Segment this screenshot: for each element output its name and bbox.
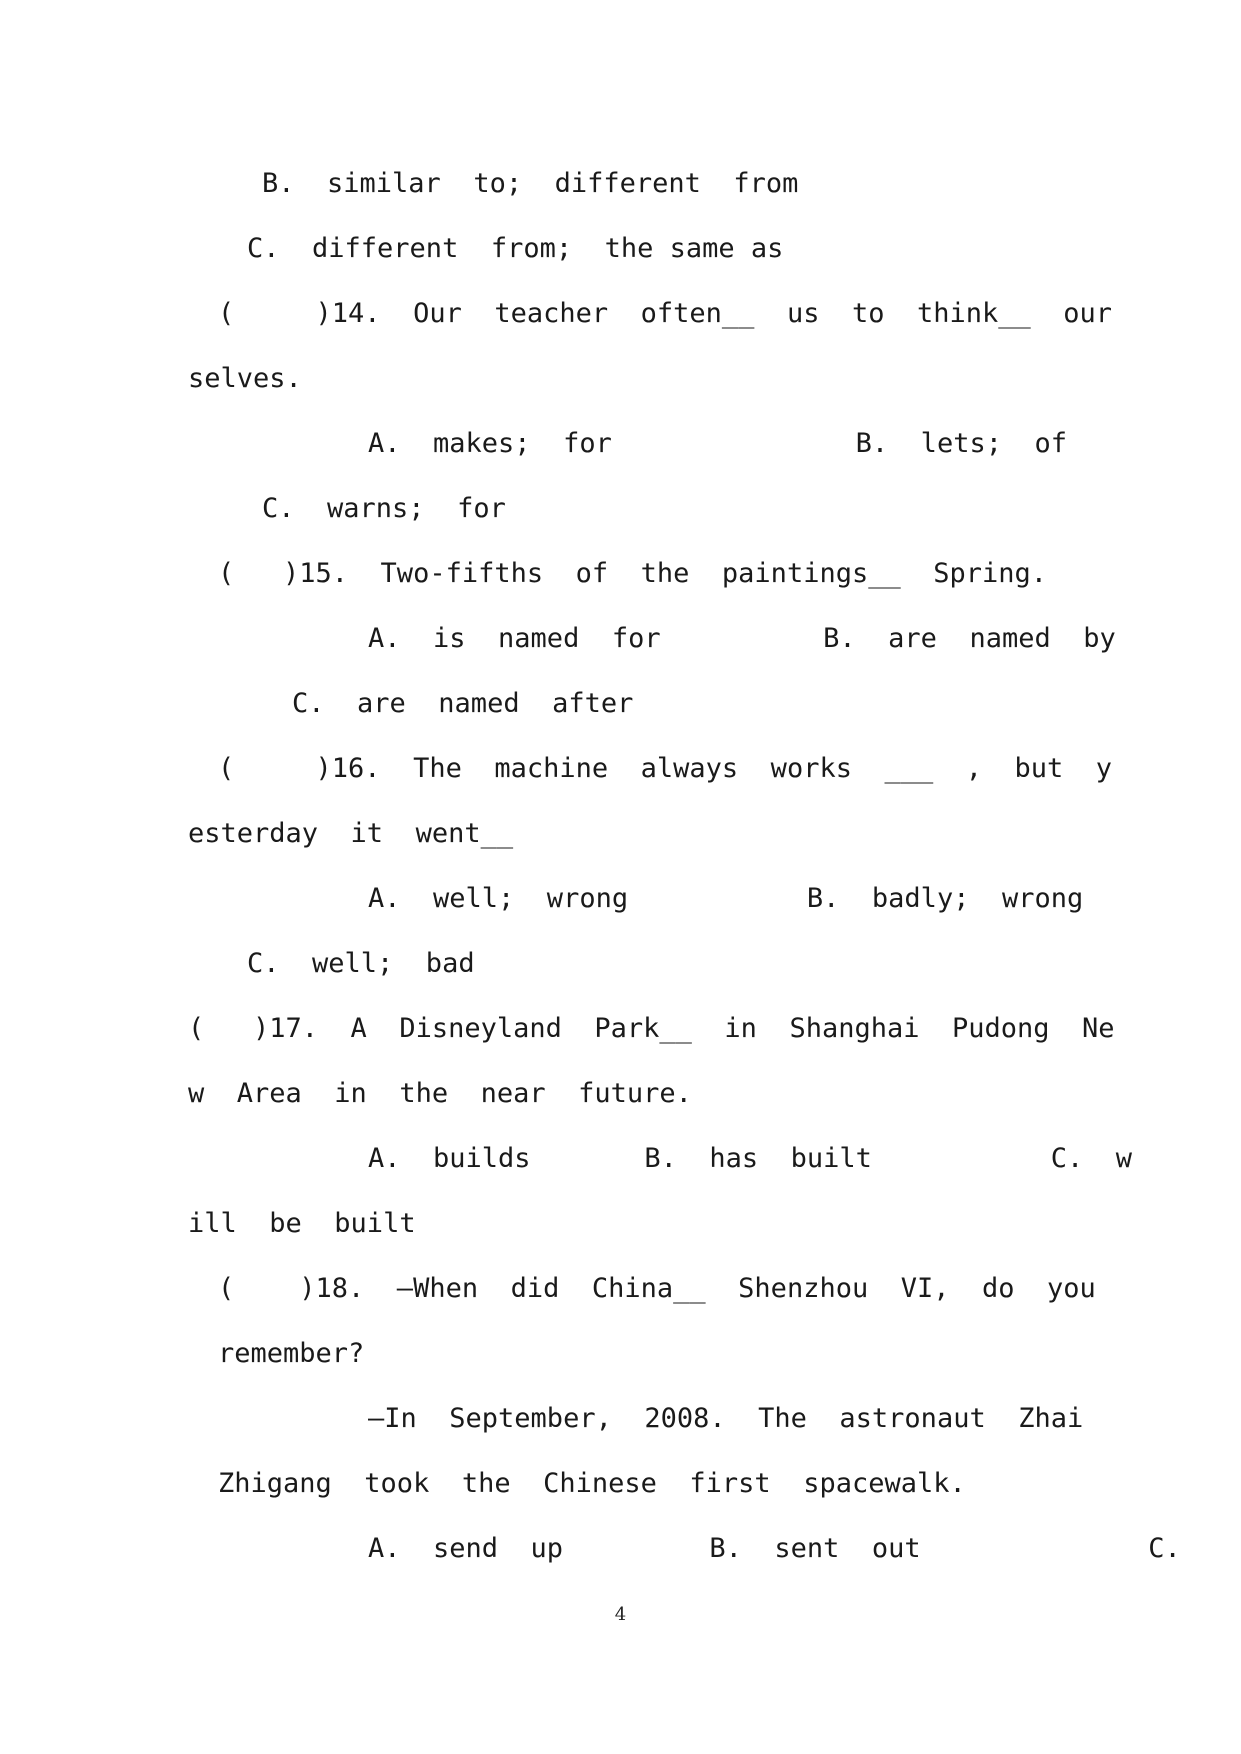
page-number: 4 [614, 1604, 627, 1625]
question-17-continued: w Area in the near future. [188, 1078, 692, 1109]
question-15: ( )15. Two-fifths of the paintings__ Spring. [218, 558, 1048, 589]
question-14-continued: selves. [188, 363, 302, 394]
question-18: ( )18. —When did China__ Shenzhou VI, do you [218, 1273, 1096, 1304]
option-line-18abc: A. send up B. sent out C. [368, 1533, 1181, 1564]
option-line-15ab: A. is named for B. are named by [368, 623, 1116, 654]
question-14: ( )14. Our teacher often__ us to think__ our [218, 298, 1113, 329]
option-line-16ab: A. well; wrong B. badly; wrong [368, 883, 1084, 914]
option-line-17abc: A. builds B. has built C. w [368, 1143, 1133, 1174]
option-line-14ab: A. makes; for B. lets; of [368, 428, 1067, 459]
option-line-13bc: B. similar to; different from [262, 168, 799, 199]
option-line-16c: C. well; bad [247, 948, 475, 979]
option-line-14c: C. warns; for [262, 493, 506, 524]
option-line-13c: C. different from; the same as [247, 233, 784, 264]
option-line-17c-continued: ill be built [188, 1208, 416, 1239]
answer-18: —In September, 2008. The astronaut Zhai [368, 1403, 1084, 1434]
option-line-15c: C. are named after [292, 688, 634, 719]
question-16-continued: esterday it went__ [188, 818, 514, 849]
question-16: ( )16. The machine always works ___ , but y [218, 753, 1113, 784]
question-17: ( )17. A Disneyland Park__ in Shanghai Pudong Ne [188, 1013, 1115, 1044]
answer-18-continued: Zhigang took the Chinese first spacewalk. [218, 1468, 966, 1499]
question-18-continued: remember? [218, 1338, 365, 1369]
